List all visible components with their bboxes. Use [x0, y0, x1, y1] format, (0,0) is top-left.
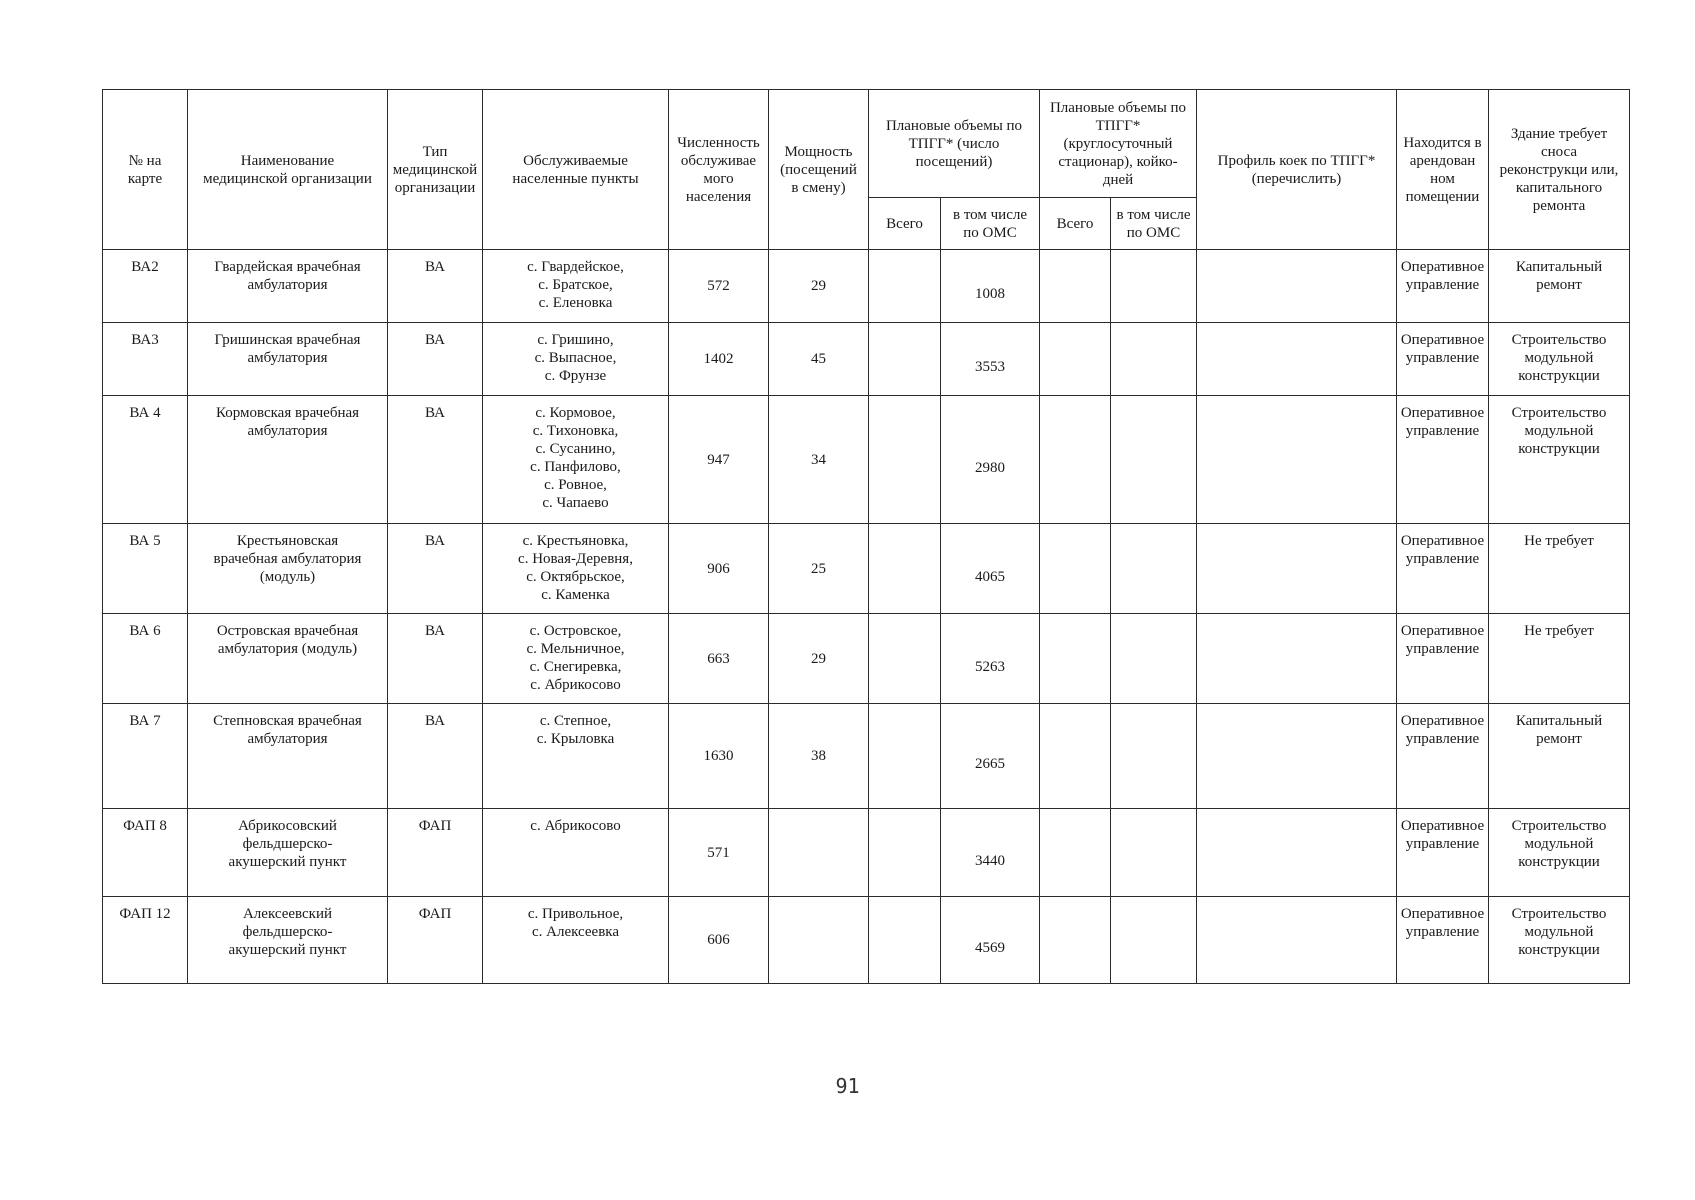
header-beds-total: Всего	[1040, 198, 1111, 250]
cell-rented: Оперативное управление	[1397, 396, 1489, 524]
header-visits-total: Всего	[869, 198, 941, 250]
cell-rented: Оперативное управление	[1397, 897, 1489, 984]
cell-organization-type: ФАП	[388, 897, 483, 984]
cell-beds-total	[1040, 250, 1111, 323]
cell-map-number: ВА 5	[103, 524, 188, 614]
cell-visits-total	[869, 704, 941, 809]
cell-bed-profile	[1197, 396, 1397, 524]
cell-organization-name: Степновская врачебная амбулатория	[188, 704, 388, 809]
cell-organization-name: Островская врачебная амбулатория (модуль)	[188, 614, 388, 704]
cell-building: Капитальный ремонт	[1489, 250, 1630, 323]
cell-beds-total	[1040, 897, 1111, 984]
cell-settlements: с. Гришино, с. Выпасное, с. Фрунзе	[483, 323, 669, 396]
cell-organization-type: ВА	[388, 323, 483, 396]
cell-capacity	[769, 809, 869, 897]
cell-visits-total	[869, 323, 941, 396]
cell-bed-profile	[1197, 524, 1397, 614]
header-organization-name: Наименование медицинской организации	[188, 90, 388, 250]
table-header	[103, 90, 1630, 250]
table-row	[103, 250, 1630, 323]
cell-building: Строительство модульной конструкции	[1489, 809, 1630, 897]
cell-map-number: ВА2	[103, 250, 188, 323]
cell-rented: Оперативное управление	[1397, 323, 1489, 396]
cell-settlements: с. Островское, с. Мельничное, с. Снегиревка, с. Абрикосово	[483, 614, 669, 704]
cell-organization-type: ФАП	[388, 809, 483, 897]
cell-beds-total	[1040, 704, 1111, 809]
cell-bed-profile	[1197, 323, 1397, 396]
cell-beds-oms	[1111, 897, 1197, 984]
page-number: 91	[835, 1074, 860, 1098]
cell-beds-oms	[1111, 250, 1197, 323]
cell-population: 571	[669, 809, 769, 897]
table-row	[103, 809, 1630, 897]
cell-settlements: с. Кормовое, с. Тихоновка, с. Сусанино, с. Панфилово, с. Ровное, с. Чапаево	[483, 396, 669, 524]
header-map-number: № на карте	[103, 90, 188, 250]
cell-organization-type: ВА	[388, 524, 483, 614]
cell-visits-total	[869, 614, 941, 704]
cell-organization-name: Крестьяновская врачебная амбулатория (модуль)	[188, 524, 388, 614]
cell-building: Строительство модульной конструкции	[1489, 396, 1630, 524]
table-row	[103, 323, 1630, 396]
cell-beds-total	[1040, 809, 1111, 897]
cell-settlements: с. Крестьяновка, с. Новая-Деревня, с. Октябрьское, с. Каменка	[483, 524, 669, 614]
cell-map-number: ФАП 12	[103, 897, 188, 984]
header-planned-visits: Плановые объемы по ТПГГ* (число посещений)	[869, 90, 1040, 198]
cell-map-number: ВА 6	[103, 614, 188, 704]
cell-beds-total	[1040, 396, 1111, 524]
cell-settlements: с. Абрикосово	[483, 809, 669, 897]
cell-beds-oms	[1111, 704, 1197, 809]
cell-map-number: ВА 7	[103, 704, 188, 809]
cell-map-number: ВА3	[103, 323, 188, 396]
header-organization-type: Тип медицинской организации	[388, 90, 483, 250]
cell-capacity: 45	[769, 323, 869, 396]
cell-beds-oms	[1111, 614, 1197, 704]
header-bed-profile: Профиль коек по ТПГГ* (перечислить)	[1197, 90, 1397, 250]
cell-organization-type: ВА	[388, 704, 483, 809]
cell-building: Не требует	[1489, 614, 1630, 704]
cell-capacity	[769, 897, 869, 984]
cell-visits-oms: 2980	[941, 396, 1040, 524]
cell-visits-total	[869, 809, 941, 897]
cell-population: 906	[669, 524, 769, 614]
cell-capacity: 29	[769, 614, 869, 704]
cell-population: 1630	[669, 704, 769, 809]
table-row	[103, 614, 1630, 704]
cell-settlements: с. Степное, с. Крыловка	[483, 704, 669, 809]
cell-visits-total	[869, 524, 941, 614]
cell-visits-oms: 1008	[941, 250, 1040, 323]
cell-rented: Оперативное управление	[1397, 250, 1489, 323]
cell-visits-total	[869, 396, 941, 524]
header-rented-premises: Находится в арендован ном помещении	[1397, 90, 1489, 250]
medical-organizations-table	[102, 89, 1630, 984]
cell-settlements: с. Гвардейское, с. Братское, с. Еленовка	[483, 250, 669, 323]
cell-bed-profile	[1197, 704, 1397, 809]
cell-rented: Оперативное управление	[1397, 614, 1489, 704]
cell-beds-oms	[1111, 323, 1197, 396]
cell-rented: Оперативное управление	[1397, 704, 1489, 809]
cell-rented: Оперативное управление	[1397, 524, 1489, 614]
cell-organization-name: Алексеевский фельдшерско- акушерский пункт	[188, 897, 388, 984]
cell-visits-total	[869, 250, 941, 323]
cell-building: Не требует	[1489, 524, 1630, 614]
cell-visits-oms: 4065	[941, 524, 1040, 614]
cell-organization-name: Гришинская врачебная амбулатория	[188, 323, 388, 396]
cell-population: 572	[669, 250, 769, 323]
cell-beds-oms	[1111, 396, 1197, 524]
cell-organization-type: ВА	[388, 396, 483, 524]
cell-organization-type: ВА	[388, 250, 483, 323]
cell-capacity: 38	[769, 704, 869, 809]
cell-building: Строительство модульной конструкции	[1489, 323, 1630, 396]
header-beds-oms: в том числе по ОМС	[1111, 198, 1197, 250]
header-building-condition: Здание требует сноса реконструкци или, капитального ремонта	[1489, 90, 1630, 250]
cell-capacity: 34	[769, 396, 869, 524]
table-body	[103, 250, 1630, 984]
cell-map-number: ВА 4	[103, 396, 188, 524]
header-served-settlements: Обслуживаемые населенные пункты	[483, 90, 669, 250]
table-row	[103, 524, 1630, 614]
table-row	[103, 704, 1630, 809]
cell-population: 947	[669, 396, 769, 524]
cell-building: Строительство модульной конструкции	[1489, 897, 1630, 984]
cell-beds-total	[1040, 323, 1111, 396]
cell-capacity: 25	[769, 524, 869, 614]
header-planned-bed-days: Плановые объемы по ТПГГ* (круглосуточный стационар), койко- дней	[1040, 90, 1197, 198]
cell-bed-profile	[1197, 897, 1397, 984]
cell-beds-oms	[1111, 524, 1197, 614]
header-visits-oms: в том числе по ОМС	[941, 198, 1040, 250]
cell-visits-oms: 3440	[941, 809, 1040, 897]
cell-population: 1402	[669, 323, 769, 396]
cell-visits-oms: 2665	[941, 704, 1040, 809]
cell-building: Капитальный ремонт	[1489, 704, 1630, 809]
cell-population: 663	[669, 614, 769, 704]
cell-bed-profile	[1197, 809, 1397, 897]
table-row	[103, 897, 1630, 984]
cell-population: 606	[669, 897, 769, 984]
cell-capacity: 29	[769, 250, 869, 323]
cell-visits-oms: 5263	[941, 614, 1040, 704]
cell-organization-name: Кормовская врачебная амбулатория	[188, 396, 388, 524]
table-row	[103, 396, 1630, 524]
cell-beds-total	[1040, 614, 1111, 704]
cell-organization-name: Абрикосовский фельдшерско- акушерский пункт	[188, 809, 388, 897]
cell-visits-oms: 4569	[941, 897, 1040, 984]
cell-beds-oms	[1111, 809, 1197, 897]
cell-settlements: с. Привольное, с. Алексеевка	[483, 897, 669, 984]
header-population: Численность обслуживае мого населения	[669, 90, 769, 250]
cell-bed-profile	[1197, 250, 1397, 323]
header-capacity: Мощность (посещений в смену)	[769, 90, 869, 250]
cell-bed-profile	[1197, 614, 1397, 704]
cell-organization-name: Гвардейская врачебная амбулатория	[188, 250, 388, 323]
cell-visits-oms: 3553	[941, 323, 1040, 396]
cell-beds-total	[1040, 524, 1111, 614]
cell-organization-type: ВА	[388, 614, 483, 704]
cell-visits-total	[869, 897, 941, 984]
cell-map-number: ФАП 8	[103, 809, 188, 897]
cell-rented: Оперативное управление	[1397, 809, 1489, 897]
